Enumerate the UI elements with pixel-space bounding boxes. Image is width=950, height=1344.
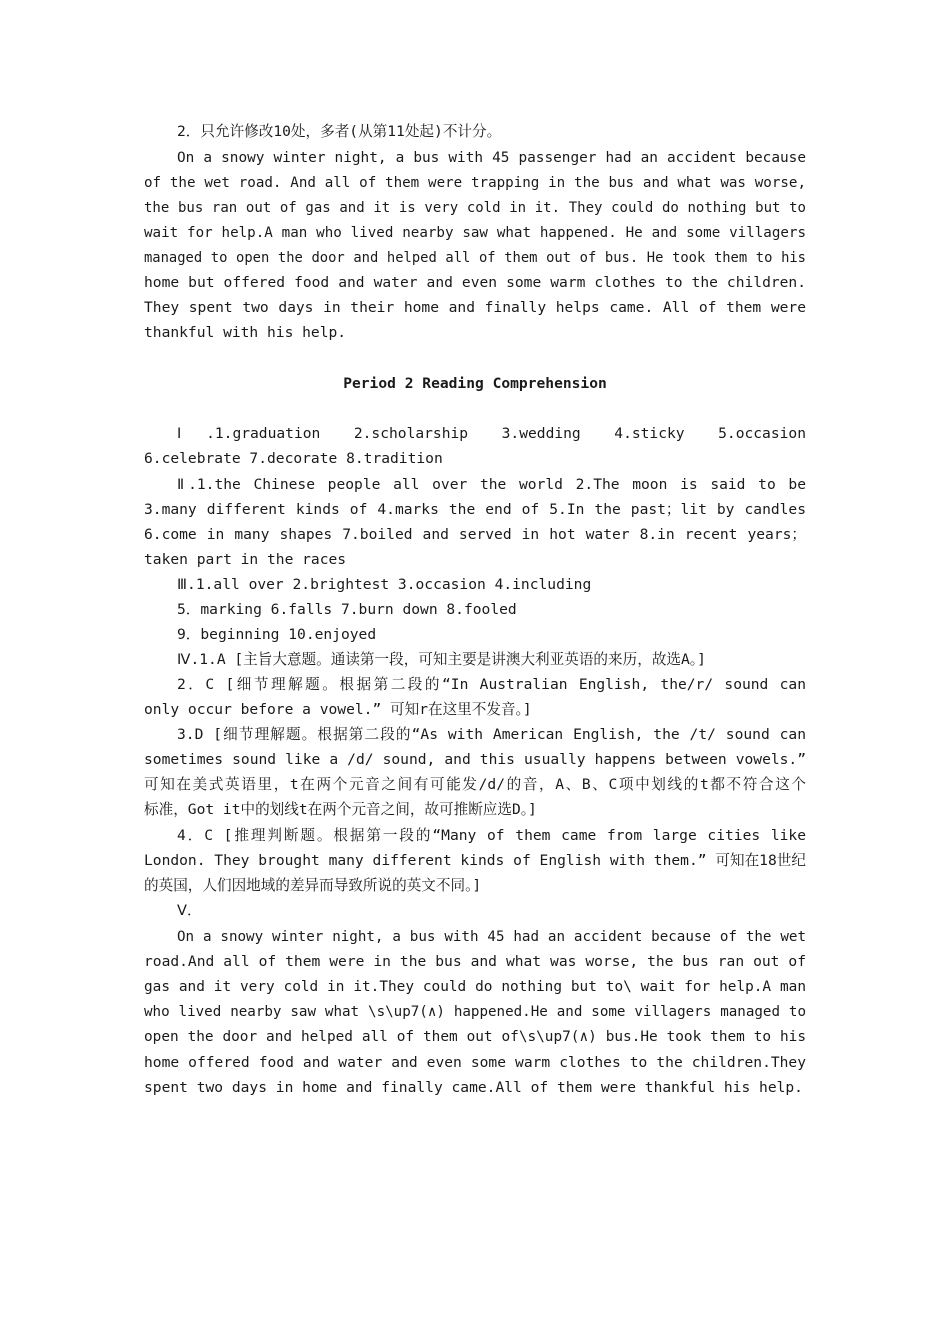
section3-line-1: Ⅲ.1.all over 2.brightest 3.occasion 4.including (177, 576, 592, 593)
section4-line-3: only occur before a vowel.” 可知r在这里不发音。] (144, 701, 532, 718)
section2-line-2: 3.many different kinds of 4.marks the end of 5.In the past；lit by candles (144, 501, 806, 518)
section5-line-2: road.And all of them were in the bus and what was worse, the bus ran out of (144, 953, 806, 970)
section1-line-2: 6.celebrate 7.decorate 8.tradition (144, 450, 443, 467)
passage-line-2: of the wet road. And all of them were trapping in the bus and what was worse, (144, 175, 806, 191)
section4-line-6: 可知在美式英语里，t在两个元音之间有可能发/d/的音，A、B、C项中划线的t都不符合这个 (144, 776, 806, 793)
section4-line-1: Ⅳ.1.A [主旨大意题。通读第一段，可知主要是讲澳大利亚英语的来历，故选A。] (177, 651, 706, 668)
section4-line-2: 2．C [细节理解题。根据第二段的“In Australian English, the/r/ sound can (177, 676, 806, 693)
section1-line-1: Ⅰ.1.graduation 2.scholarship 3.wedding 4.sticky 5.occasion (177, 425, 806, 442)
section5-line-5: open the door and helped all of them out of\s\up7(∧) bus.He took them to his (144, 1029, 806, 1045)
section4-line-9: London. They brought many different kinds of English with them.” 可知在18世纪 (144, 852, 806, 869)
section3-line-3: 9．beginning 10.enjoyed (177, 626, 377, 643)
rule-2: 2．只允许修改10处，多者(从第11处起)不计分。 (177, 123, 502, 140)
section5-line-1: On a snowy winter night, a bus with 45 had an accident because of the wet (177, 929, 806, 945)
section3-line-2: 5．marking 6.falls 7.burn down 8.fooled (177, 601, 517, 618)
passage-line-8: thankful with his help. (144, 324, 347, 341)
section4-line-5: sometimes sound like a /d/ sound, and this usually happens between vowels.” (144, 751, 806, 768)
period-heading: Period 2 Reading Comprehension (343, 375, 607, 392)
section5-line-6: home offered food and water and even some warm clothes to the children.They (144, 1054, 806, 1071)
section2-line-1: Ⅱ.1.the Chinese people all over the world 2.The moon is said to be (177, 476, 806, 493)
section2-line-4: taken part in the races (144, 551, 347, 568)
section5-line-7: spent two days in home and finally came.All of them were thankful his help. (144, 1079, 803, 1096)
passage-line-7: They spent two days in their home and finally helps came. All of them were (144, 299, 806, 316)
passage-line-4: wait for help.A man who lived nearby saw what happened. He and some villagers (144, 225, 806, 241)
passage-line-5: managed to open the door and helped all of them out of bus. He took them to his (144, 250, 806, 266)
section4-line-7: 标准，Got it中的划线t在两个元音之间，故可推断应选D。] (144, 801, 537, 818)
section5-line-4: who lived nearby saw what \s\up7(∧) happened.He and some villagers managed to (144, 1004, 806, 1020)
section4-line-8: 4．C [推理判断题。根据第一段的“Many of them came from large cities like (177, 827, 806, 844)
section5-label: Ⅴ． (177, 902, 202, 919)
section4-line-4: 3.D [细节理解题。根据第二段的“As with American English, the /t/ sound can (177, 726, 806, 743)
passage-line-3: the bus ran out of gas and it is very cold in it. They could do nothing but to (144, 200, 806, 216)
section2-line-3: 6.come in many shapes 7.boiled and served in hot water 8.in recent years； (144, 526, 806, 543)
section4-line-10: 的英国，人们因地域的差异而导致所说的英文不同。] (144, 877, 482, 894)
passage-line-1: On a snowy winter night, a bus with 45 passenger had an accident because (177, 150, 806, 166)
section5-line-3: gas and it very cold in it.They could do nothing but to\ wait for help.A man (144, 979, 806, 995)
passage-line-6: home but offered food and water and even some warm clothes to the children. (144, 274, 806, 291)
